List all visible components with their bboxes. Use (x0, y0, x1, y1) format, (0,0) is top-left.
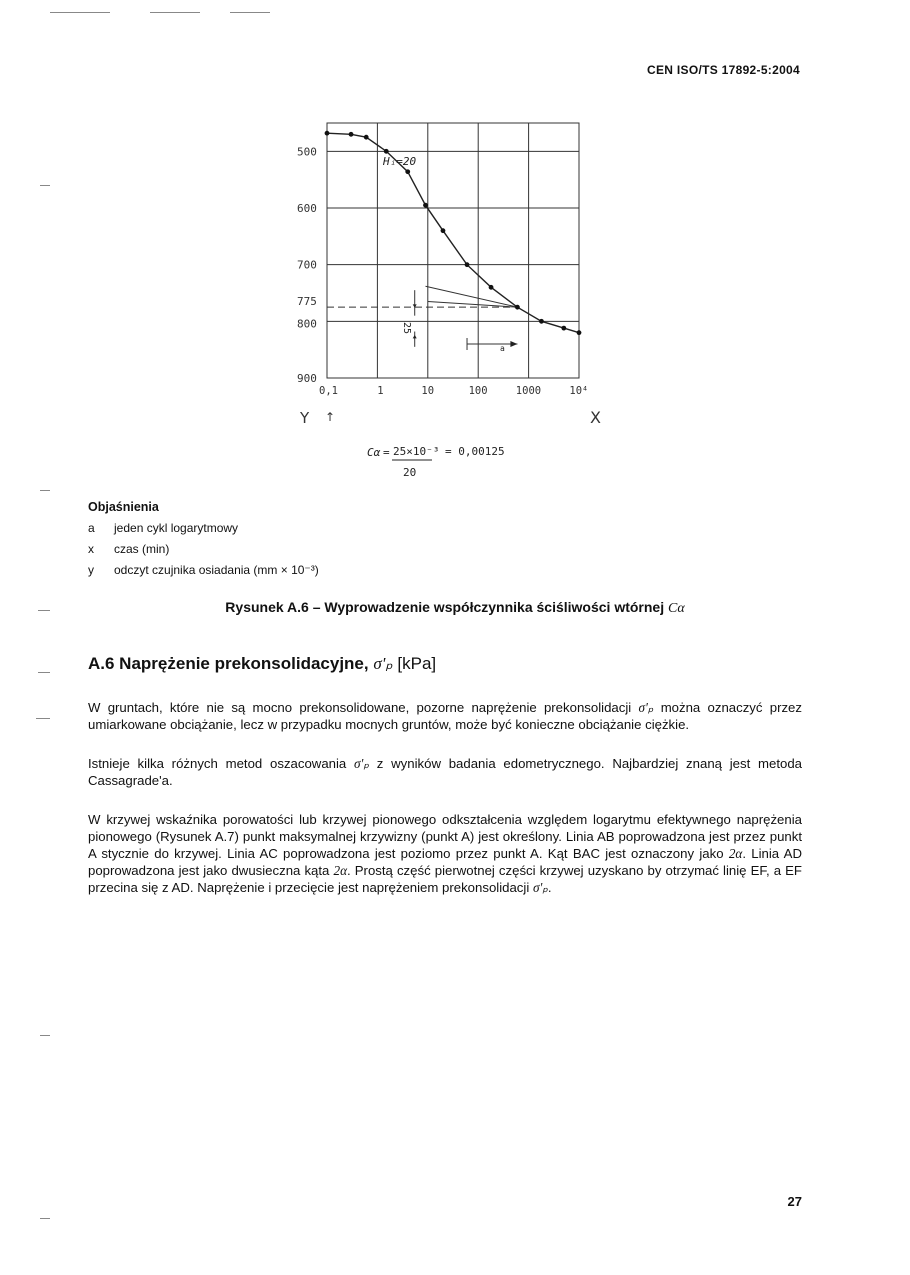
figure-caption (0, 599, 910, 617)
y-tick-label: 600 (297, 202, 317, 215)
formula-lhs: Cα (367, 446, 381, 459)
construction-lines (327, 286, 517, 350)
legend-text: czas (min) (114, 542, 170, 556)
cycle-annotation: a (500, 344, 505, 353)
chart-grid (327, 123, 579, 378)
data-point (364, 135, 369, 140)
legend-item (88, 542, 169, 556)
data-point (349, 132, 354, 137)
paragraph-text: Istnieje kilka różnych metod oszacowania (88, 756, 347, 771)
data-point (539, 319, 544, 324)
formula-denominator: 20 (403, 466, 417, 479)
scan-artifact (40, 1218, 50, 1219)
y-axis-label: Y (300, 409, 310, 427)
legend-key: y (88, 563, 94, 577)
document-header: CEN ISO/TS 17892-5:2004 (647, 63, 800, 77)
data-point (489, 285, 494, 290)
cycle-arrowhead (510, 341, 517, 347)
data-point (515, 305, 520, 310)
legend-item (88, 521, 238, 535)
legend-item (88, 563, 319, 577)
y-tick-label: 900 (297, 372, 317, 385)
scan-artifact (36, 718, 50, 719)
x-tick-label: 1 (377, 385, 384, 397)
legend-key: x (88, 542, 94, 556)
scan-artifact (40, 1035, 50, 1036)
formula-result: = 0,00125 (445, 445, 505, 458)
data-point (423, 203, 428, 208)
data-point (577, 330, 582, 335)
x-tick-label: 100 (468, 385, 488, 397)
alpha-symbol: 2α (728, 846, 743, 861)
section-unit: [kPa] (397, 654, 437, 673)
legend-key: a (88, 521, 95, 535)
data-point (384, 149, 389, 154)
paragraph-text: . Prostą część pierwotnej części krzywej uzyskano by otrzymać linię EF, a EF przecina się z AD. Naprężenie i przecięcie jest naprężeniem prekonsolidacji (88, 863, 802, 895)
y-tick-labels (297, 145, 317, 385)
paragraph (88, 755, 802, 789)
paragraph-text: . (547, 880, 552, 895)
dimension-arrow (413, 335, 417, 338)
formula-numerator: 25×10⁻³ (393, 445, 440, 458)
sigma-symbol: σ'ₚ (354, 756, 370, 771)
section-heading (88, 654, 436, 674)
data-point (561, 326, 566, 331)
x-axis-label: X (590, 408, 601, 427)
plot-frame (327, 123, 579, 378)
y-tick-label: 500 (297, 145, 317, 159)
sigma-symbol: σ'ₚ (532, 880, 548, 895)
paragraph (88, 699, 802, 733)
y-tick-label: 700 (297, 258, 317, 272)
sigma-symbol: σ'ₚ (638, 700, 654, 715)
x-tick-label: 0,1 (319, 385, 338, 397)
section-title: A.6 Naprężenie prekonsolidacyjne, (88, 654, 369, 673)
paragraph-text: W gruntach, które nie są mocno prekonsolidowane, pozorne naprężenie prekonsolidacji (88, 700, 632, 715)
consolidation-chart (0, 0, 910, 500)
x-tick-labels (319, 385, 588, 397)
formula-lhs-eq: = (383, 446, 390, 459)
legend-text: jeden cykl logarytmowy (114, 521, 239, 535)
data-point (405, 169, 410, 174)
paragraph-text: W krzywej wskaźnika porowatości lub krzywej pionowego odkształcenia względem logarytmu efektywnego naprężenia pionowego (Rysunek A.7) punkt maksymalnej krzywizny (punkt A) jest określony. Linia AB poprowadzona jest przez punkt A stycznie do krzywej. Linia AC poprowadzona jest poziomo przez punkt A. Kąt BAC jest oznaczony jako (88, 812, 802, 861)
scan-artifact (38, 672, 50, 673)
x-tick-label: 10⁴ (569, 385, 589, 397)
legend-text: odczyt czujnika osiadania (mm × 10⁻³) (114, 563, 319, 577)
paragraph (88, 811, 802, 896)
paragraph-text: można oznaczyć przez umiarkowane obciążanie, lecz w przypadku mocnych gruntów, może być konieczne obciążanie ciężkie. (88, 700, 802, 732)
y-axis-arrow: ↑ (325, 410, 336, 424)
caption-symbol: Cα (668, 601, 685, 616)
data-point (441, 228, 446, 233)
y-tick-label: 775 (297, 295, 317, 309)
data-point (465, 262, 470, 267)
dimension-annotation: 25 (401, 322, 412, 335)
x-tick-label: 10 (421, 385, 435, 397)
legend-title: Objaśnienia (88, 500, 159, 514)
data-points (325, 131, 582, 335)
alpha-symbol: 2α (333, 863, 348, 878)
page-number: 27 (787, 1194, 802, 1209)
x-tick-label: 1000 (515, 385, 542, 397)
paragraph-text: . Linia AD poprowadzona jest jako dwusieczna kąta (88, 846, 802, 878)
hi-annotation: Hᵢ=20 (383, 155, 417, 168)
y-tick-label: 800 (297, 317, 317, 331)
data-point (325, 131, 330, 136)
section-symbol: σ'ₚ (373, 654, 393, 673)
paragraph-text: z wyników badania edometrycznego. Najbardziej znaną jest metoda Cassagrade'a. (88, 756, 803, 788)
caption-text: Rysunek A.6 – Wyprowadzenie współczynnika ściśliwości wtórnej (225, 599, 665, 615)
